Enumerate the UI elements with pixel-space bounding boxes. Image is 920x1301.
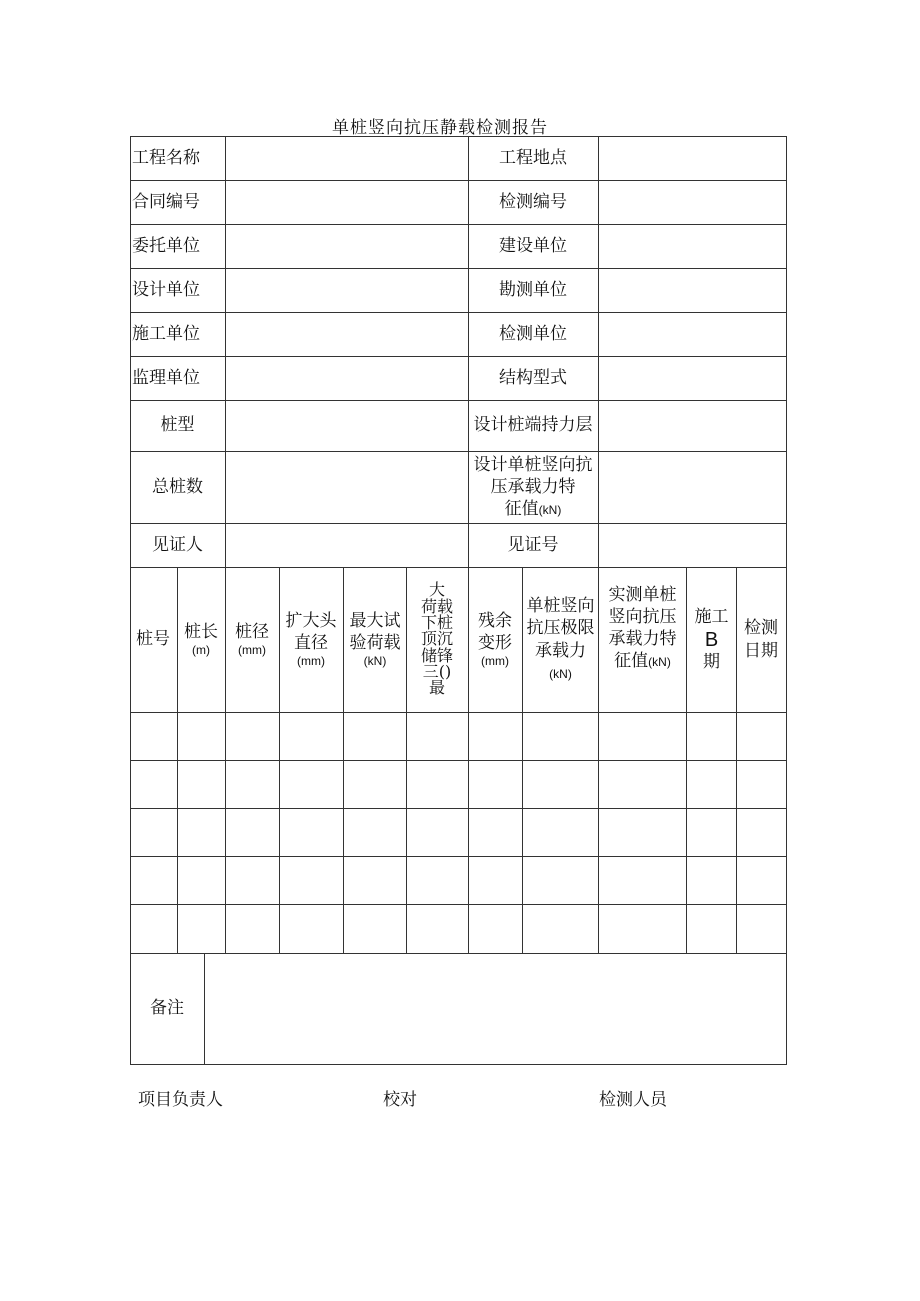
label-remarks: 备注 <box>150 998 184 1019</box>
label-owner: 建设单位 <box>499 235 567 256</box>
header-pile-diameter: 桩径 (mm) <box>235 621 269 657</box>
header-enlarged-head: 扩大头直径 (mm) <box>285 610 337 668</box>
header-construction-period: 施工 B 期 <box>694 607 729 672</box>
report-title: 单桩竖向抗压静载检测报告 <box>332 118 548 138</box>
label-contract-no: 合同编号 <box>132 191 200 212</box>
header-residual: 残余变形 (mm) <box>478 610 512 668</box>
design-capacity-text: 设计单桩竖向抗压承载力特 <box>473 454 593 497</box>
label-witness: 见证人 <box>152 534 203 555</box>
label-design-unit: 设计单位 <box>132 279 200 300</box>
label-construction-unit: 施工单位 <box>132 323 200 344</box>
label-pile-type: 桩型 <box>160 415 195 436</box>
design-capacity-line2: 征值(kN) <box>504 499 562 520</box>
label-structure-type: 结构型式 <box>499 367 567 388</box>
header-max-settlement: 大 荷载 下桩 顶沉 储锋 三() 最 <box>420 580 453 698</box>
label-test-no: 检测编号 <box>499 191 567 212</box>
label-design-capacity <box>472 451 594 523</box>
label-client: 委托单位 <box>132 235 200 256</box>
label-inspection-unit: 检测单位 <box>499 323 567 344</box>
label-survey-unit: 勘测单位 <box>499 279 567 300</box>
footer-inspector: 检测人员 <box>599 1090 667 1110</box>
label-project-location: 工程地点 <box>499 147 567 168</box>
header-pile-no: 桩号 <box>136 629 170 650</box>
header-ultimate-capacity <box>526 567 595 712</box>
design-capacity-unit: (kN) <box>538 503 562 518</box>
footer-proofread: 校对 <box>383 1090 417 1110</box>
label-total-piles: 总桩数 <box>152 476 203 497</box>
ultimate-capacity-text: 单桩竖向抗压极限承载力(kN) <box>526 596 595 681</box>
label-bearing-layer: 设计桩端持力层 <box>473 415 593 436</box>
footer-project-manager: 项目负责人 <box>138 1090 223 1110</box>
header-measured-capacity <box>602 567 683 689</box>
label-project-name: 工程名称 <box>132 147 200 168</box>
label-witness-no: 见证号 <box>507 534 559 555</box>
measured-capacity-text: 实测单桩竖向抗压承载力特征值(kN) <box>608 584 677 672</box>
header-pile-length: 桩长 (m) <box>184 621 218 657</box>
header-test-date: 检测日期 <box>744 618 778 661</box>
label-supervision-unit: 监理单位 <box>132 367 200 388</box>
header-max-load: 最大试验荷载 (kN) <box>349 610 401 668</box>
